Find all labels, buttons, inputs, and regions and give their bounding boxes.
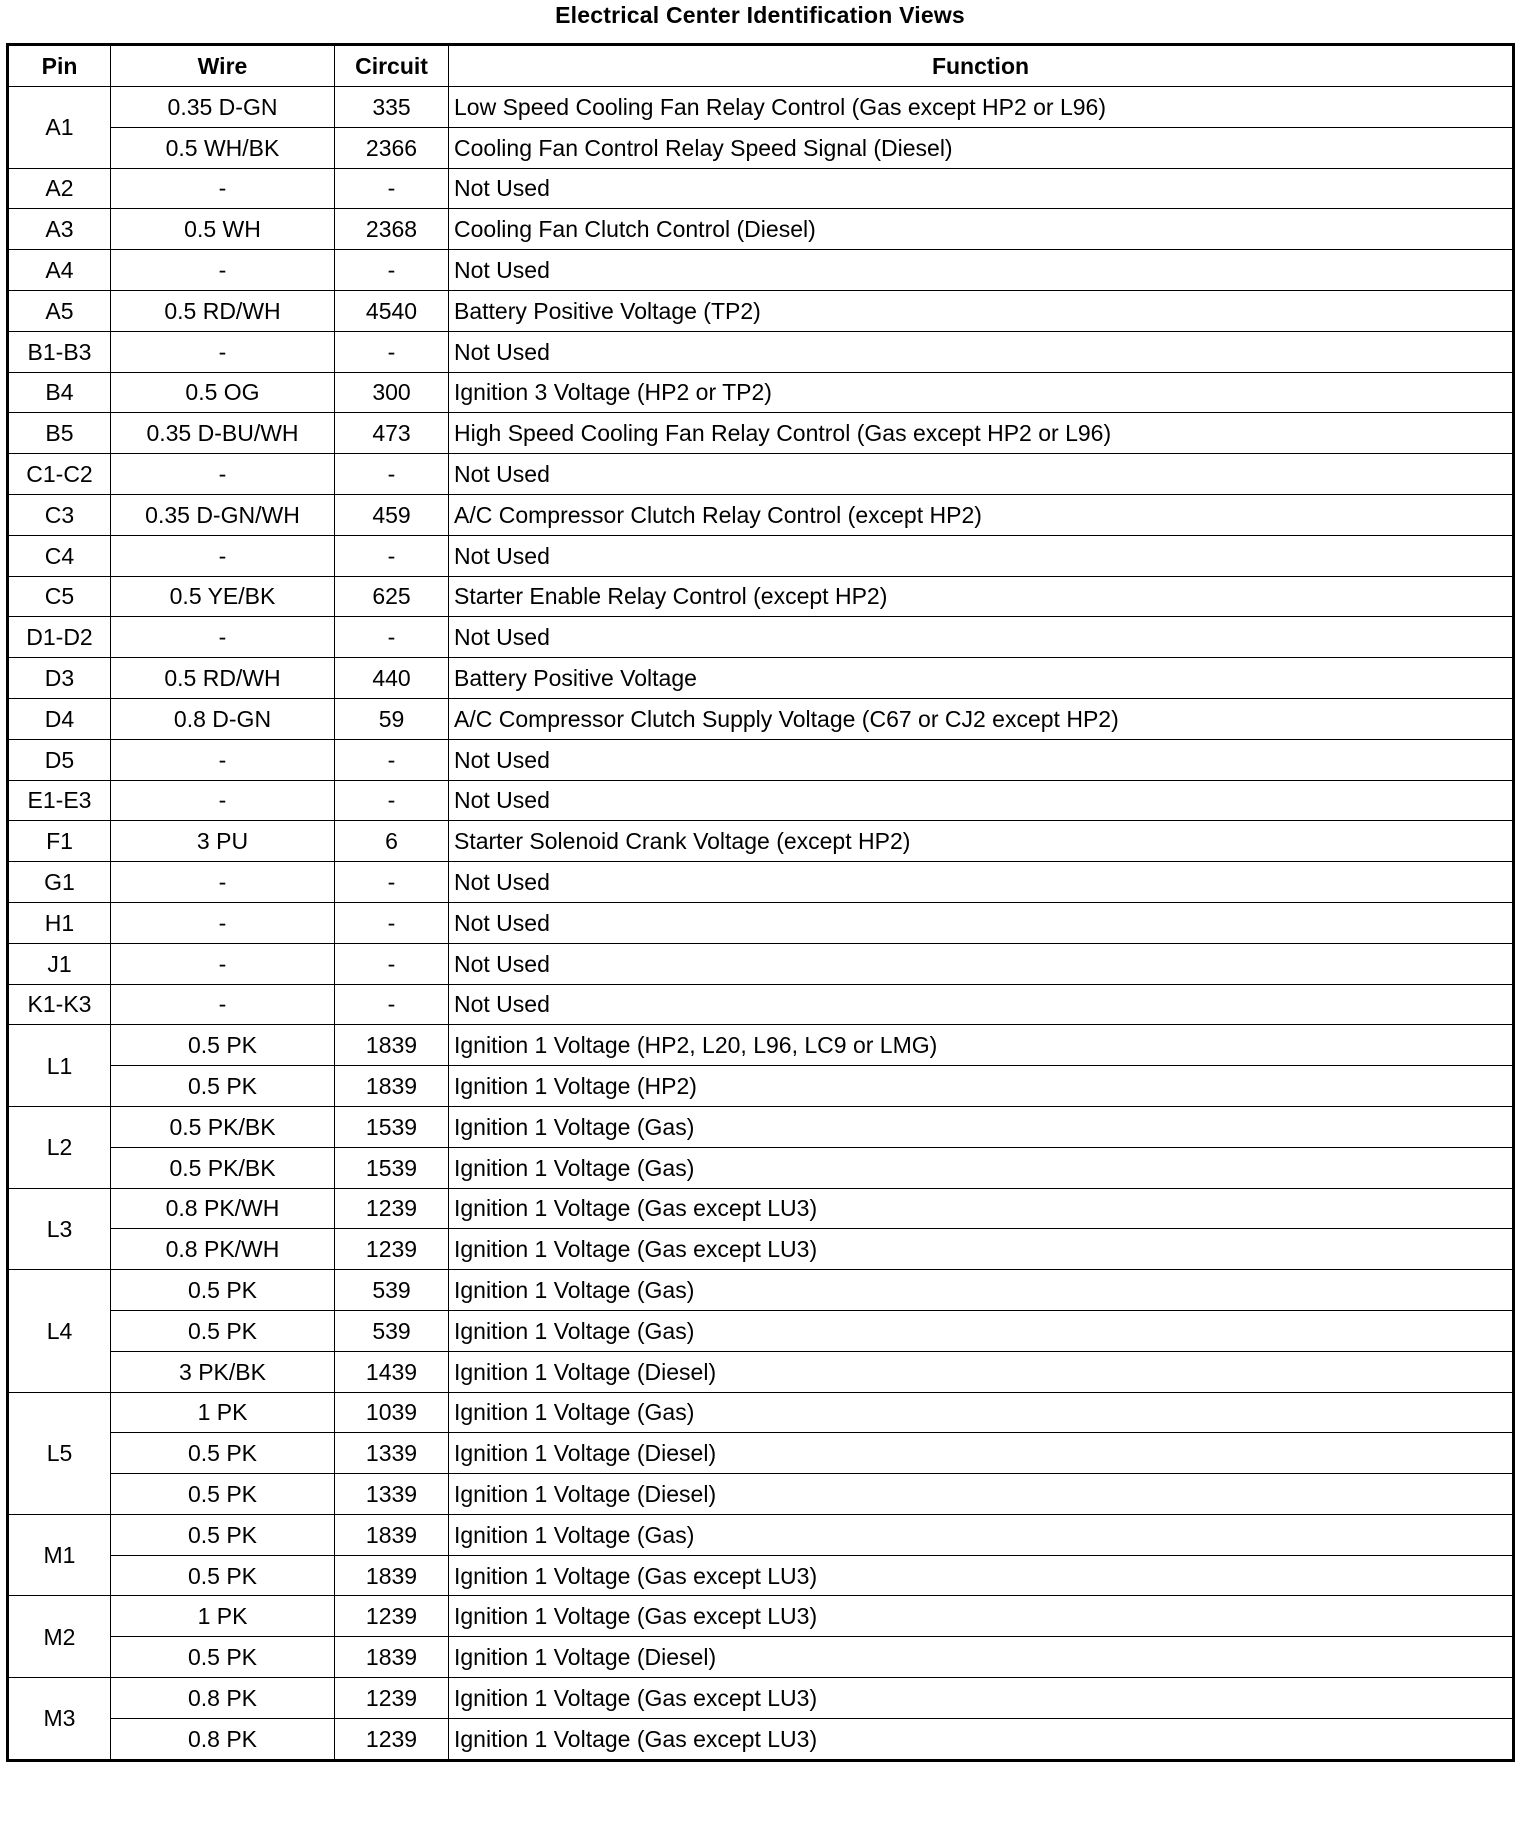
table-row bbox=[8, 780, 1514, 821]
wire-cell: 0.5 PK/BK bbox=[111, 1106, 335, 1147]
circuit-cell: - bbox=[335, 535, 449, 576]
wire-cell: - bbox=[111, 780, 335, 821]
table-row bbox=[8, 1596, 1514, 1637]
pin-cell: H1 bbox=[8, 902, 111, 943]
table-row bbox=[8, 984, 1514, 1025]
wire-cell: 0.5 WH/BK bbox=[111, 127, 335, 168]
wire-cell: 0.8 PK bbox=[111, 1718, 335, 1760]
pin-cell: B1-B3 bbox=[8, 331, 111, 372]
wire-cell: 0.5 PK bbox=[111, 1066, 335, 1107]
circuit-cell: - bbox=[335, 902, 449, 943]
table-row bbox=[8, 1474, 1514, 1515]
wire-cell: - bbox=[111, 943, 335, 984]
function-cell: Cooling Fan Clutch Control (Diesel) bbox=[449, 209, 1514, 250]
table-row bbox=[8, 658, 1514, 699]
wire-cell: 0.35 D-GN bbox=[111, 87, 335, 128]
circuit-cell: 1839 bbox=[335, 1025, 449, 1066]
wire-cell: - bbox=[111, 862, 335, 903]
pin-cell: L5 bbox=[8, 1392, 111, 1514]
table-row bbox=[8, 1025, 1514, 1066]
circuit-cell: - bbox=[335, 168, 449, 209]
pin-cell: D4 bbox=[8, 698, 111, 739]
wire-cell: - bbox=[111, 168, 335, 209]
table-row bbox=[8, 454, 1514, 495]
function-cell: Not Used bbox=[449, 168, 1514, 209]
function-cell: Not Used bbox=[449, 454, 1514, 495]
function-cell: Ignition 1 Voltage (Gas except LU3) bbox=[449, 1555, 1514, 1596]
circuit-cell: 1239 bbox=[335, 1596, 449, 1637]
wire-cell: - bbox=[111, 331, 335, 372]
circuit-cell: 335 bbox=[335, 87, 449, 128]
function-cell: Ignition 1 Voltage (Diesel) bbox=[449, 1433, 1514, 1474]
function-cell: Ignition 1 Voltage (Gas except LU3) bbox=[449, 1188, 1514, 1229]
table-row bbox=[8, 1270, 1514, 1311]
circuit-cell: 473 bbox=[335, 413, 449, 454]
pin-cell: C5 bbox=[8, 576, 111, 617]
wire-cell: 3 PK/BK bbox=[111, 1351, 335, 1392]
table-row bbox=[8, 290, 1514, 331]
circuit-cell: 59 bbox=[335, 698, 449, 739]
function-cell: Not Used bbox=[449, 250, 1514, 291]
function-cell: Starter Solenoid Crank Voltage (except HP2) bbox=[449, 821, 1514, 862]
function-cell: Ignition 1 Voltage (HP2) bbox=[449, 1066, 1514, 1107]
pin-cell: G1 bbox=[8, 862, 111, 903]
function-cell: Not Used bbox=[449, 739, 1514, 780]
function-cell: Low Speed Cooling Fan Relay Control (Gas except HP2 or L96) bbox=[449, 87, 1514, 128]
table-row bbox=[8, 127, 1514, 168]
function-cell: Not Used bbox=[449, 862, 1514, 903]
wire-cell: - bbox=[111, 617, 335, 658]
function-cell: High Speed Cooling Fan Relay Control (Gas except HP2 or L96) bbox=[449, 413, 1514, 454]
function-cell: Ignition 1 Voltage (Gas) bbox=[449, 1310, 1514, 1351]
function-cell: Ignition 1 Voltage (Gas except LU3) bbox=[449, 1718, 1514, 1760]
function-cell: Not Used bbox=[449, 535, 1514, 576]
wire-cell: 0.5 PK bbox=[111, 1433, 335, 1474]
circuit-cell: - bbox=[335, 739, 449, 780]
circuit-cell: 1839 bbox=[335, 1514, 449, 1555]
table-row bbox=[8, 617, 1514, 658]
table-row bbox=[8, 250, 1514, 291]
function-cell: Ignition 3 Voltage (HP2 or TP2) bbox=[449, 372, 1514, 413]
table-row bbox=[8, 1351, 1514, 1392]
table-row bbox=[8, 1066, 1514, 1107]
pin-cell: F1 bbox=[8, 821, 111, 862]
pin-cell: B5 bbox=[8, 413, 111, 454]
circuit-cell: - bbox=[335, 862, 449, 903]
wire-cell: - bbox=[111, 454, 335, 495]
page-title: Electrical Center Identification Views bbox=[555, 2, 965, 28]
table-row bbox=[8, 372, 1514, 413]
wire-cell: 1 PK bbox=[111, 1392, 335, 1433]
pin-cell: C4 bbox=[8, 535, 111, 576]
function-cell: Ignition 1 Voltage (Gas except LU3) bbox=[449, 1678, 1514, 1719]
wire-cell: 0.8 PK/WH bbox=[111, 1188, 335, 1229]
table-row bbox=[8, 168, 1514, 209]
pin-cell: D3 bbox=[8, 658, 111, 699]
wire-cell: 0.5 PK/BK bbox=[111, 1147, 335, 1188]
function-cell: A/C Compressor Clutch Supply Voltage (C67 or CJ2 except HP2) bbox=[449, 698, 1514, 739]
wire-cell: - bbox=[111, 739, 335, 780]
wire-cell: 3 PU bbox=[111, 821, 335, 862]
wire-cell: - bbox=[111, 535, 335, 576]
wire-cell: - bbox=[111, 984, 335, 1025]
function-cell: Ignition 1 Voltage (Diesel) bbox=[449, 1474, 1514, 1515]
wire-cell: 1 PK bbox=[111, 1596, 335, 1637]
table-row bbox=[8, 739, 1514, 780]
pin-cell: L3 bbox=[8, 1188, 111, 1270]
circuit-cell: 459 bbox=[335, 494, 449, 535]
table-row bbox=[8, 1555, 1514, 1596]
pin-cell: A2 bbox=[8, 168, 111, 209]
circuit-cell: 1539 bbox=[335, 1106, 449, 1147]
circuit-cell: 300 bbox=[335, 372, 449, 413]
table-row bbox=[8, 943, 1514, 984]
pin-cell: A1 bbox=[8, 87, 111, 169]
circuit-cell: - bbox=[335, 617, 449, 658]
table-row bbox=[8, 1106, 1514, 1147]
wire-cell: - bbox=[111, 250, 335, 291]
function-cell: Not Used bbox=[449, 984, 1514, 1025]
function-cell: Ignition 1 Voltage (Gas except LU3) bbox=[449, 1229, 1514, 1270]
wire-cell: 0.5 PK bbox=[111, 1310, 335, 1351]
circuit-cell: 1839 bbox=[335, 1637, 449, 1678]
function-cell: Not Used bbox=[449, 780, 1514, 821]
pin-cell: C1-C2 bbox=[8, 454, 111, 495]
circuit-cell: 1239 bbox=[335, 1188, 449, 1229]
pin-cell: E1-E3 bbox=[8, 780, 111, 821]
wire-cell: 0.5 PK bbox=[111, 1270, 335, 1311]
table-row bbox=[8, 1718, 1514, 1760]
table-header-row bbox=[8, 45, 1514, 87]
pin-cell: L1 bbox=[8, 1025, 111, 1107]
circuit-cell: 1439 bbox=[335, 1351, 449, 1392]
function-cell: Ignition 1 Voltage (Gas) bbox=[449, 1514, 1514, 1555]
table-row bbox=[8, 821, 1514, 862]
table-row bbox=[8, 1229, 1514, 1270]
pin-cell: L4 bbox=[8, 1270, 111, 1392]
table-row bbox=[8, 698, 1514, 739]
circuit-cell: - bbox=[335, 454, 449, 495]
table-row bbox=[8, 1637, 1514, 1678]
pin-table bbox=[6, 43, 1515, 1762]
function-cell: Ignition 1 Voltage (Diesel) bbox=[449, 1351, 1514, 1392]
header-circuit: Circuit bbox=[335, 45, 449, 87]
table-row bbox=[8, 413, 1514, 454]
wire-cell: 0.8 PK bbox=[111, 1678, 335, 1719]
wire-cell: 0.5 YE/BK bbox=[111, 576, 335, 617]
table-row bbox=[8, 209, 1514, 250]
table-row bbox=[8, 1147, 1514, 1188]
function-cell: Not Used bbox=[449, 943, 1514, 984]
circuit-cell: 625 bbox=[335, 576, 449, 617]
wire-cell: 0.8 D-GN bbox=[111, 698, 335, 739]
circuit-cell: 1239 bbox=[335, 1229, 449, 1270]
circuit-cell: 1339 bbox=[335, 1433, 449, 1474]
function-cell: Ignition 1 Voltage (Gas) bbox=[449, 1392, 1514, 1433]
function-cell: Ignition 1 Voltage (Gas) bbox=[449, 1106, 1514, 1147]
circuit-cell: - bbox=[335, 943, 449, 984]
circuit-cell: - bbox=[335, 250, 449, 291]
table-row bbox=[8, 1433, 1514, 1474]
wire-cell: 0.5 PK bbox=[111, 1637, 335, 1678]
function-cell: Not Used bbox=[449, 617, 1514, 658]
circuit-cell: 6 bbox=[335, 821, 449, 862]
table-row bbox=[8, 1310, 1514, 1351]
wire-cell: 0.5 OG bbox=[111, 372, 335, 413]
circuit-cell: 539 bbox=[335, 1270, 449, 1311]
pin-cell: A4 bbox=[8, 250, 111, 291]
circuit-cell: 4540 bbox=[335, 290, 449, 331]
table-row bbox=[8, 1514, 1514, 1555]
header-wire: Wire bbox=[111, 45, 335, 87]
function-cell: Ignition 1 Voltage (Gas) bbox=[449, 1147, 1514, 1188]
circuit-cell: 440 bbox=[335, 658, 449, 699]
wire-cell: - bbox=[111, 902, 335, 943]
pin-cell: M1 bbox=[8, 1514, 111, 1596]
function-cell: A/C Compressor Clutch Relay Control (except HP2) bbox=[449, 494, 1514, 535]
wire-cell: 0.35 D-GN/WH bbox=[111, 494, 335, 535]
table-row bbox=[8, 1678, 1514, 1719]
function-cell: Ignition 1 Voltage (HP2, L20, L96, LC9 or LMG) bbox=[449, 1025, 1514, 1066]
circuit-cell: - bbox=[335, 984, 449, 1025]
circuit-cell: 2368 bbox=[335, 209, 449, 250]
circuit-cell: 1539 bbox=[335, 1147, 449, 1188]
pin-cell: K1-K3 bbox=[8, 984, 111, 1025]
circuit-cell: 1839 bbox=[335, 1066, 449, 1107]
pin-cell: M3 bbox=[8, 1678, 111, 1761]
pin-cell: L2 bbox=[8, 1106, 111, 1188]
function-cell: Not Used bbox=[449, 331, 1514, 372]
table-row bbox=[8, 1188, 1514, 1229]
table-row bbox=[8, 862, 1514, 903]
pin-cell: A3 bbox=[8, 209, 111, 250]
table-row bbox=[8, 1392, 1514, 1433]
wire-cell: 0.5 RD/WH bbox=[111, 658, 335, 699]
wire-cell: 0.5 PK bbox=[111, 1555, 335, 1596]
pin-cell: C3 bbox=[8, 494, 111, 535]
wire-cell: 0.5 PK bbox=[111, 1474, 335, 1515]
pin-cell: A5 bbox=[8, 290, 111, 331]
circuit-cell: 539 bbox=[335, 1310, 449, 1351]
wire-cell: 0.5 PK bbox=[111, 1514, 335, 1555]
circuit-cell: 1839 bbox=[335, 1555, 449, 1596]
wire-cell: 0.5 RD/WH bbox=[111, 290, 335, 331]
function-cell: Battery Positive Voltage (TP2) bbox=[449, 290, 1514, 331]
circuit-cell: - bbox=[335, 780, 449, 821]
circuit-cell: 1239 bbox=[335, 1718, 449, 1760]
table-row bbox=[8, 331, 1514, 372]
circuit-cell: 2366 bbox=[335, 127, 449, 168]
pin-cell: M2 bbox=[8, 1596, 111, 1678]
table-row bbox=[8, 902, 1514, 943]
wire-cell: 0.5 WH bbox=[111, 209, 335, 250]
circuit-cell: 1039 bbox=[335, 1392, 449, 1433]
function-cell: Ignition 1 Voltage (Gas except LU3) bbox=[449, 1596, 1514, 1637]
table-body bbox=[8, 87, 1514, 1761]
table-row bbox=[8, 576, 1514, 617]
circuit-cell: 1339 bbox=[335, 1474, 449, 1515]
table-row bbox=[8, 535, 1514, 576]
function-cell: Ignition 1 Voltage (Gas) bbox=[449, 1270, 1514, 1311]
wire-cell: 0.8 PK/WH bbox=[111, 1229, 335, 1270]
circuit-cell: - bbox=[335, 331, 449, 372]
pin-cell: B4 bbox=[8, 372, 111, 413]
wire-cell: 0.5 PK bbox=[111, 1025, 335, 1066]
header-pin: Pin bbox=[8, 45, 111, 87]
function-cell: Cooling Fan Control Relay Speed Signal (Diesel) bbox=[449, 127, 1514, 168]
pin-cell: D5 bbox=[8, 739, 111, 780]
header-function: Function bbox=[449, 45, 1514, 87]
function-cell: Starter Enable Relay Control (except HP2) bbox=[449, 576, 1514, 617]
table-row bbox=[8, 87, 1514, 128]
circuit-cell: 1239 bbox=[335, 1678, 449, 1719]
function-cell: Battery Positive Voltage bbox=[449, 658, 1514, 699]
function-cell: Not Used bbox=[449, 902, 1514, 943]
pin-cell: J1 bbox=[8, 943, 111, 984]
wire-cell: 0.35 D-BU/WH bbox=[111, 413, 335, 454]
pin-cell: D1-D2 bbox=[8, 617, 111, 658]
table-row bbox=[8, 494, 1514, 535]
function-cell: Ignition 1 Voltage (Diesel) bbox=[449, 1637, 1514, 1678]
